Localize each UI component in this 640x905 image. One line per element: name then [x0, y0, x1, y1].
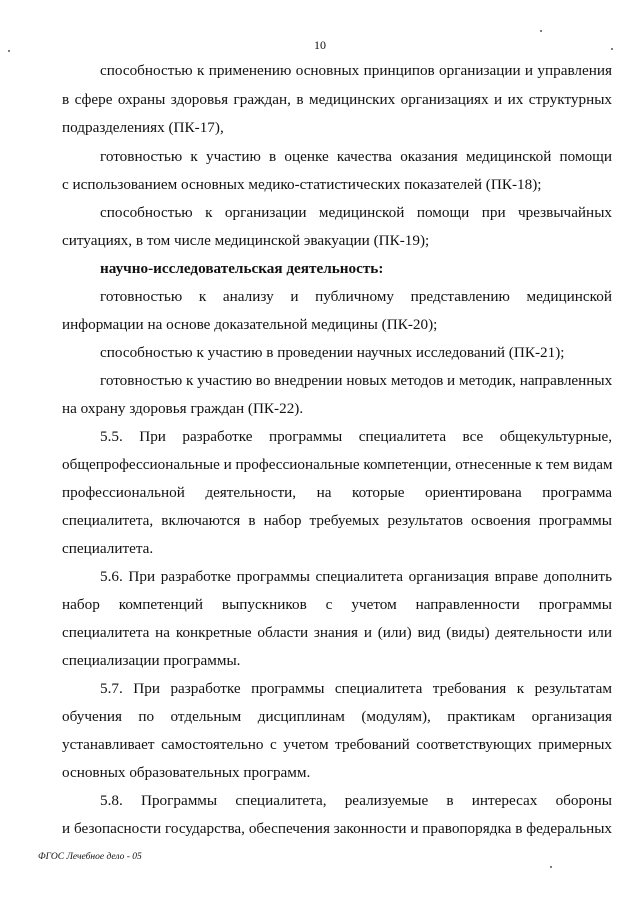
scan-speck	[540, 30, 542, 32]
text-line: в сфере охраны здоровья граждан, в медицинских организациях и их структурных	[62, 91, 612, 108]
text-line: специалитета на конкретные области знания и (или) вид (виды) деятельности или	[62, 624, 612, 641]
page-footer: ФГОС Лечебное дело - 05	[38, 852, 142, 862]
text-line: информации на основе доказательной медицины (ПК-20);	[62, 316, 438, 333]
text-line: 5.8. Программы специалитета, реализуемые в интересах обороны	[100, 792, 612, 809]
scan-speck	[611, 48, 613, 50]
text-line: подразделениях (ПК-17),	[62, 119, 224, 136]
text-line: и безопасности государства, обеспечения законности и правопорядка в федеральных	[62, 820, 612, 837]
scan-speck	[550, 866, 552, 868]
text-line: устанавливает самостоятельно с учетом требований соответствующих примерных	[62, 736, 612, 753]
text-line: 5.6. При разработке программы специалитета организация вправе дополнить	[100, 568, 612, 585]
section-heading: научно-исследовательская деятельность:	[100, 260, 384, 277]
text-line: готовностью к участию в оценке качества оказания медицинской помощи	[100, 148, 612, 165]
scan-speck	[8, 50, 10, 52]
text-line: 5.5. При разработке программы специалитета все общекультурные,	[100, 428, 612, 445]
text-line: способностью к применению основных принципов организации и управления	[100, 62, 612, 79]
text-line: специализации программы.	[62, 652, 241, 669]
text-line: специалитета.	[62, 540, 154, 557]
text-line: общепрофессиональные и профессиональные компетенции, отнесенные к тем видам	[62, 456, 613, 473]
text-line: на охрану здоровья граждан (ПК-22).	[62, 400, 304, 417]
text-line: 5.7. При разработке программы специалитета требования к результатам	[100, 680, 612, 697]
page-number: 10	[314, 38, 326, 52]
text-line: специалитета, включаются в набор требуемых результатов освоения программы	[62, 512, 612, 529]
text-line: обучения по отдельным дисциплинам (модулям), практикам организация	[62, 708, 612, 725]
text-line: профессиональной деятельности, на которые ориентирована программа	[62, 484, 612, 501]
text-line: набор компетенций выпускников с учетом направленности программы	[62, 596, 612, 613]
text-line: ситуациях, в том числе медицинской эвакуации (ПК-19);	[62, 232, 430, 249]
text-line: с использованием основных медико-статистических показателей (ПК-18);	[62, 176, 542, 193]
text-line: способностью к организации медицинской помощи при чрезвычайных	[100, 204, 612, 221]
text-line: основных образовательных программ.	[62, 764, 311, 781]
text-line: готовностью к анализу и публичному представлению медицинской	[100, 288, 612, 305]
text-line: способностью к участию в проведении научных исследований (ПК-21);	[100, 344, 565, 361]
text-line: готовностью к участию во внедрении новых методов и методик, направленных	[100, 372, 613, 389]
